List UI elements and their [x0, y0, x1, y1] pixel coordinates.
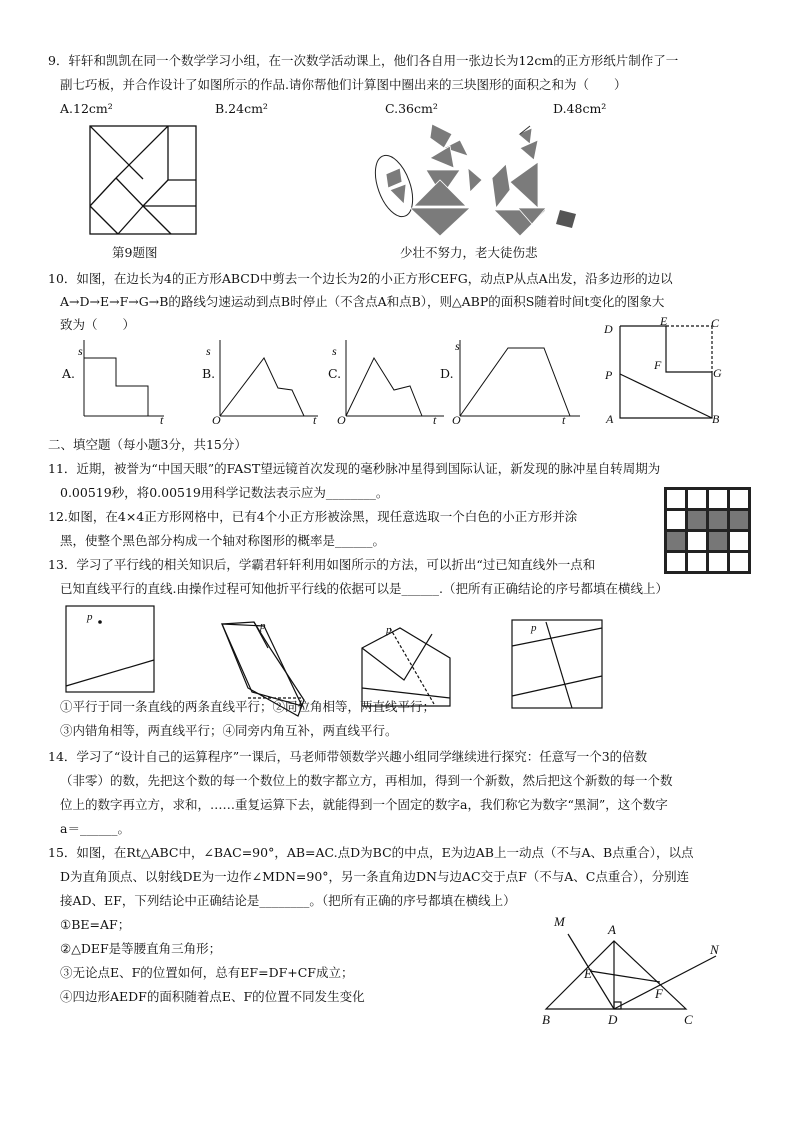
label-A15: A — [608, 922, 616, 937]
grid-cell — [730, 553, 748, 571]
grid-cell-black — [667, 532, 685, 550]
label-P: P — [605, 368, 613, 382]
label-C: C — [711, 316, 720, 330]
q9-caption-left: 第9题图 — [112, 245, 158, 260]
graph-c-s: s — [332, 344, 337, 358]
q13-line2: 已知直线平行的直线.由操作过程可知他折平行线的依据可以是______.（把所有正确结论的序号都填在横线上） — [60, 581, 668, 596]
fold-step-3 — [360, 618, 452, 708]
label-B15: B — [542, 1012, 550, 1027]
q12-4x4-grid — [664, 487, 751, 574]
graph-c-t: t — [433, 413, 437, 427]
fold-3-p: p — [386, 624, 392, 636]
q11-line1: 11．近期，被誉为“中国天眼”的FAST望远镜首次发现的毫秒脉冲星得到国际认证，新发现的脉冲星自转周期为 — [48, 461, 661, 476]
tangram-figures-picture — [370, 118, 585, 240]
q12-line1: 12.如图，在4×4正方形网格中，已有4个小正方形被涂黑，现任意选取一个白色的小正方形并涂 — [48, 509, 578, 524]
graph-d-s: s — [455, 339, 460, 353]
q9-caption-right: 少壮不努力，老大徒伤悲 — [400, 245, 538, 260]
fold-2-p: p — [260, 620, 266, 632]
square-abcd-figure — [616, 322, 716, 422]
q15-line2: D为直角顶点、以射线DE为一边作∠MDN=90°，另一条直角边DN与边AC交于点F（不与A、C点重合），分别连 — [60, 869, 690, 884]
grid-cell — [667, 511, 685, 529]
label-N: N — [710, 942, 719, 957]
q14-line4: a＝______。 — [60, 821, 130, 836]
graph-c — [338, 338, 446, 422]
graph-d — [452, 338, 582, 422]
grid-cell — [667, 490, 685, 508]
graph-d-t: t — [562, 413, 566, 427]
q9-option-b: B.24cm² — [215, 101, 268, 116]
graph-c-o: O — [337, 413, 346, 427]
q9-line2: 副七巧板，并合作设计了如图所示的作品.请你帮他们计算图中圈出来的三块图形的面积之和为（ ） — [60, 77, 627, 92]
q13-line1: 13．学习了平行线的相关知识后，学霸君轩轩利用如图所示的方法，可以折出“过已知直线外一点和 — [48, 557, 596, 572]
q10-option-c: C. — [328, 366, 342, 381]
q15-line1: 15．如图，在Rt△ABC中，∠BAC=90°，AB=AC.点D为BC的中点，E为边AB上一动点（不与A、B点重合），以点 — [48, 845, 694, 860]
graph-d-o: O — [452, 413, 461, 427]
label-C15: C — [684, 1012, 693, 1027]
q11-line2: 0.00519秒，将0.00519用科学记数法表示应为________。 — [60, 485, 389, 500]
q14-line1: 14．学习了“设计自己的运算程序”一课后，马老师带领数学兴趣小组同学继续进行探究：任意写一个3的倍数 — [48, 749, 648, 764]
grid-cell — [667, 553, 685, 571]
graph-b-o: O — [212, 413, 221, 427]
label-G: G — [713, 366, 722, 380]
q13-option-3-4: ③内错角相等，两直线平行；④同旁内角互补，两直线平行。 — [60, 723, 398, 738]
fold-step-1 — [64, 604, 156, 694]
grid-cell-black — [688, 511, 706, 529]
grid-cell — [688, 553, 706, 571]
graph-a-s: s — [78, 344, 83, 358]
q9-option-c: C.36cm² — [385, 101, 438, 116]
q9-line1: 9．轩轩和凯凯在同一个数学学习小组，在一次数学活动课上，他们各自用一张边长为12cm的正方形纸片制作了一 — [48, 53, 679, 68]
graph-a — [76, 338, 166, 422]
fold-step-4 — [510, 618, 604, 710]
label-D: D — [604, 322, 613, 336]
q14-line2: （非零）的数，先把这个数的每一个数位上的数字都立方，再相加，得到一个新数，然后把这个新数的每一个数 — [60, 773, 673, 788]
grid-cell — [709, 490, 727, 508]
fold-4-p: p — [531, 622, 537, 634]
graph-b-s: s — [206, 344, 211, 358]
q12-line2: 黑，使整个黑色部分构成一个轴对称图形的概率是______。 — [60, 533, 386, 548]
q10-option-d: D. — [440, 366, 454, 381]
label-E15: E — [584, 966, 592, 981]
graph-b — [212, 338, 320, 422]
label-B: B — [712, 412, 720, 426]
q10-line1: 10．如图，在边长为4的正方形ABCD中剪去一个边长为2的小正方形CEFG，动点P从点A出发，沿多边形的边以 — [48, 271, 673, 286]
graph-b-t: t — [313, 413, 317, 427]
grid-cell — [688, 490, 706, 508]
tangram-square-figure — [88, 124, 200, 238]
graph-a-t: t — [160, 413, 164, 427]
q14-line3: 位上的数字再立方，求和，……重复运算下去，就能得到一个固定的数字a，我们称它为数字“黑洞”，这个数字 — [60, 797, 668, 812]
q15-item-4: ④四边形AEDF的面积随着点E、F的位置不同发生变化 — [60, 989, 365, 1004]
q15-item-3: ③无论点E、F的位置如何，总有EF=DF+CF成立； — [60, 965, 354, 980]
label-F: F — [654, 358, 662, 372]
q10-option-b: B. — [202, 366, 216, 381]
grid-cell — [730, 490, 748, 508]
label-E: E — [660, 314, 668, 328]
label-F15: F — [655, 986, 663, 1001]
section-2-heading: 二、填空题（每小题3分，共15分） — [48, 437, 247, 452]
grid-cell — [730, 532, 748, 550]
grid-cell-black — [709, 511, 727, 529]
q9-option-a: A.12cm² — [60, 101, 113, 116]
q15-line3: 接AD、EF，下列结论中正确结论是________。（把所有正确的序号都填在横线上） — [60, 893, 516, 908]
fold-1-p: p — [87, 611, 93, 623]
label-A: A — [606, 412, 614, 426]
grid-cell-black — [709, 532, 727, 550]
label-D15: D — [608, 1012, 618, 1027]
q13-option-1-2: ①平行于同一条直线的两条直线平行；②同位角相等，两直线平行； — [60, 699, 436, 714]
triangle-abc-figure — [540, 916, 730, 1016]
q10-line3: 致为（ ） — [60, 317, 136, 332]
grid-cell — [709, 553, 727, 571]
q15-item-2: ②△DEF是等腰直角三角形； — [60, 941, 222, 956]
grid-cell-black — [730, 511, 748, 529]
grid-cell — [688, 532, 706, 550]
label-M: M — [554, 914, 565, 929]
q9-option-d: D.48cm² — [553, 101, 607, 116]
q10-option-a: A. — [62, 366, 76, 381]
q10-line2: A→D→E→F→G→B的路线匀速运动到点B时停止（不含点A和点B），则△ABP的面积S随着时间t变化的图象大 — [60, 294, 665, 309]
q15-item-1: ①BE=AF； — [60, 917, 131, 932]
